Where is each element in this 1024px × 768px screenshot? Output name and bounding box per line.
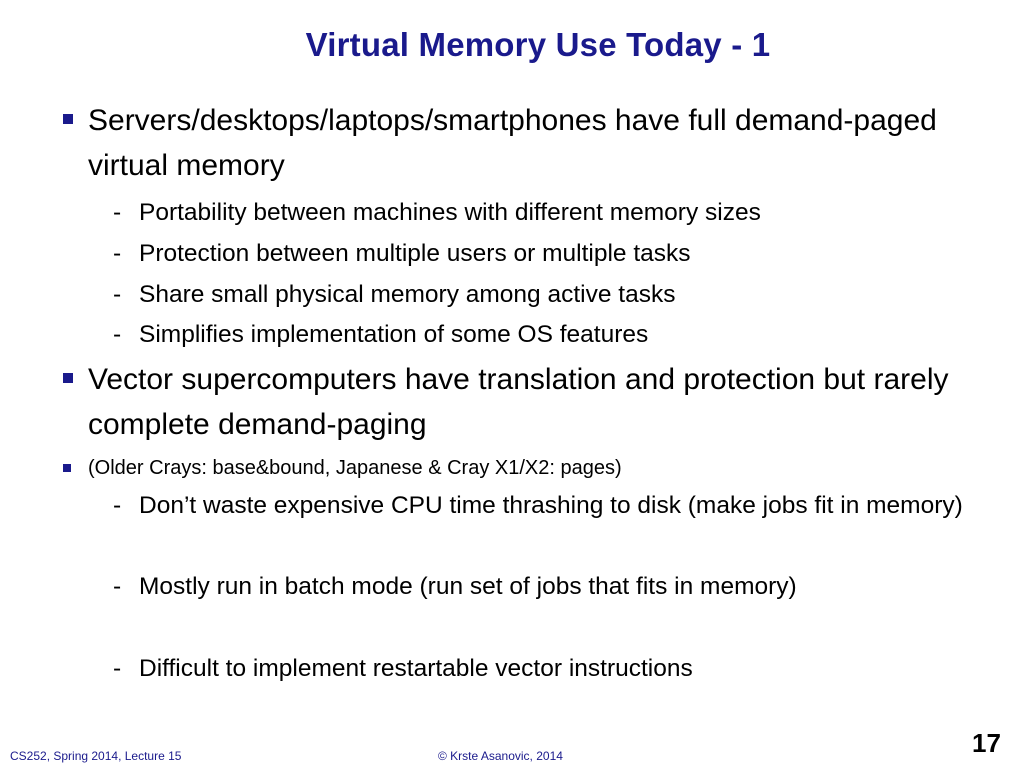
sub-bullet-text: Mostly run in batch mode (run set of jobs that fits in memory) [139, 573, 797, 600]
sub-bullet-text: Difficult to implement restartable vector instructions [139, 655, 693, 682]
dash-marker: - [113, 573, 122, 600]
dash-marker: - [113, 199, 122, 226]
dash-marker: - [113, 492, 122, 519]
bullet-vector-supercomputers [88, 357, 968, 447]
bullet-text: Vector supercomputers have translation and protection but rarely complete demand-paging [88, 363, 949, 441]
dash-marker: - [113, 655, 122, 682]
sub-bullet [113, 648, 969, 689]
page-number: 17 [972, 728, 1001, 758]
square-bullet-icon [63, 114, 73, 124]
sub-bullet [113, 485, 969, 526]
sub-bullet [113, 314, 969, 355]
dash-marker: - [113, 281, 122, 308]
dash-marker: - [113, 321, 122, 348]
bullet-text: Servers/desktops/laptops/smartphones have full demand-paged virtual memory [88, 104, 937, 182]
sub-bullet-text: Simplifies implementation of some OS features [139, 321, 649, 348]
bullet-older-crays [88, 454, 968, 482]
slide-title: Virtual Memory Use Today - 1 [305, 26, 771, 63]
footer-course: CS252, Spring 2014, Lecture 15 [10, 749, 182, 763]
square-bullet-icon [63, 464, 71, 472]
sub-bullet-text: Protection between multiple users or multiple tasks [139, 240, 691, 267]
sub-bullet [113, 192, 969, 233]
bullet-text: (Older Crays: base&bound, Japanese & Cray X1/X2: pages) [88, 457, 622, 479]
bullet-servers [88, 98, 968, 188]
square-bullet-icon [63, 373, 73, 383]
sub-bullet [113, 566, 969, 607]
sub-bullet-text: Don’t waste expensive CPU time thrashing to disk (make jobs fit in memory) [139, 492, 963, 519]
sub-bullet-text: Share small physical memory among active tasks [139, 281, 676, 308]
footer-copyright: © Krste Asanovic, 2014 [438, 749, 563, 763]
sub-bullet [113, 274, 969, 315]
dash-marker: - [113, 240, 122, 267]
sub-bullet-text: Portability between machines with different memory sizes [139, 199, 761, 226]
sub-bullet [113, 233, 969, 274]
